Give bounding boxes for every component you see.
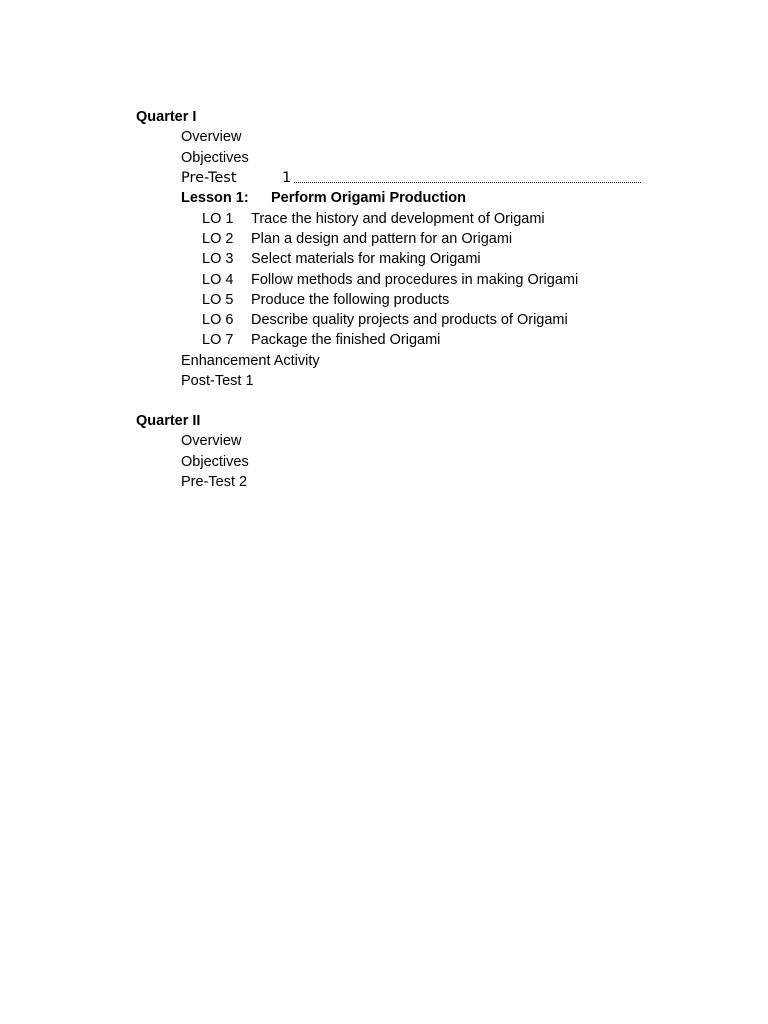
quarter1-heading: Quarter I: [136, 109, 197, 125]
quarter2-heading: Quarter II: [136, 413, 201, 429]
lo-code: LO 3: [202, 251, 234, 267]
lo-text: Package the finished Origami: [251, 332, 441, 348]
lo-code: LO 1: [202, 211, 234, 227]
lo-text: Follow methods and procedures in making Origami: [251, 272, 579, 288]
lo-code: LO 7: [202, 332, 234, 348]
enhancement-activity: Enhancement Activity: [181, 353, 320, 369]
lo-text: Select materials for making Origami: [251, 251, 481, 267]
lo-text: Produce the following products: [251, 292, 450, 308]
quarter1-overview: Overview: [181, 129, 242, 145]
lo-text: Trace the history and development of Origami: [251, 211, 545, 227]
pretest-label: Pre-Test: [181, 170, 237, 186]
pretest-page-number: 1: [282, 170, 292, 186]
dot-leader: [294, 182, 641, 183]
lesson-label: Lesson 1:: [181, 190, 249, 206]
quarter2-overview: Overview: [181, 433, 242, 449]
lo-code: LO 4: [202, 272, 234, 288]
lo-code: LO 6: [202, 312, 234, 328]
lo-code: LO 5: [202, 292, 234, 308]
quarter2-objectives: Objectives: [181, 454, 249, 470]
quarter1-objectives: Objectives: [181, 150, 249, 166]
quarter1-pretest-row: [181, 169, 641, 187]
lo-text: Plan a design and pattern for an Origami: [251, 231, 513, 247]
lo-text: Describe quality projects and products of Origami: [251, 312, 568, 328]
posttest-1: Post-Test 1: [181, 373, 254, 389]
quarter2-pretest: Pre-Test 2: [181, 474, 248, 490]
lesson-title: Perform Origami Production: [271, 190, 466, 206]
lo-code: LO 2: [202, 231, 234, 247]
